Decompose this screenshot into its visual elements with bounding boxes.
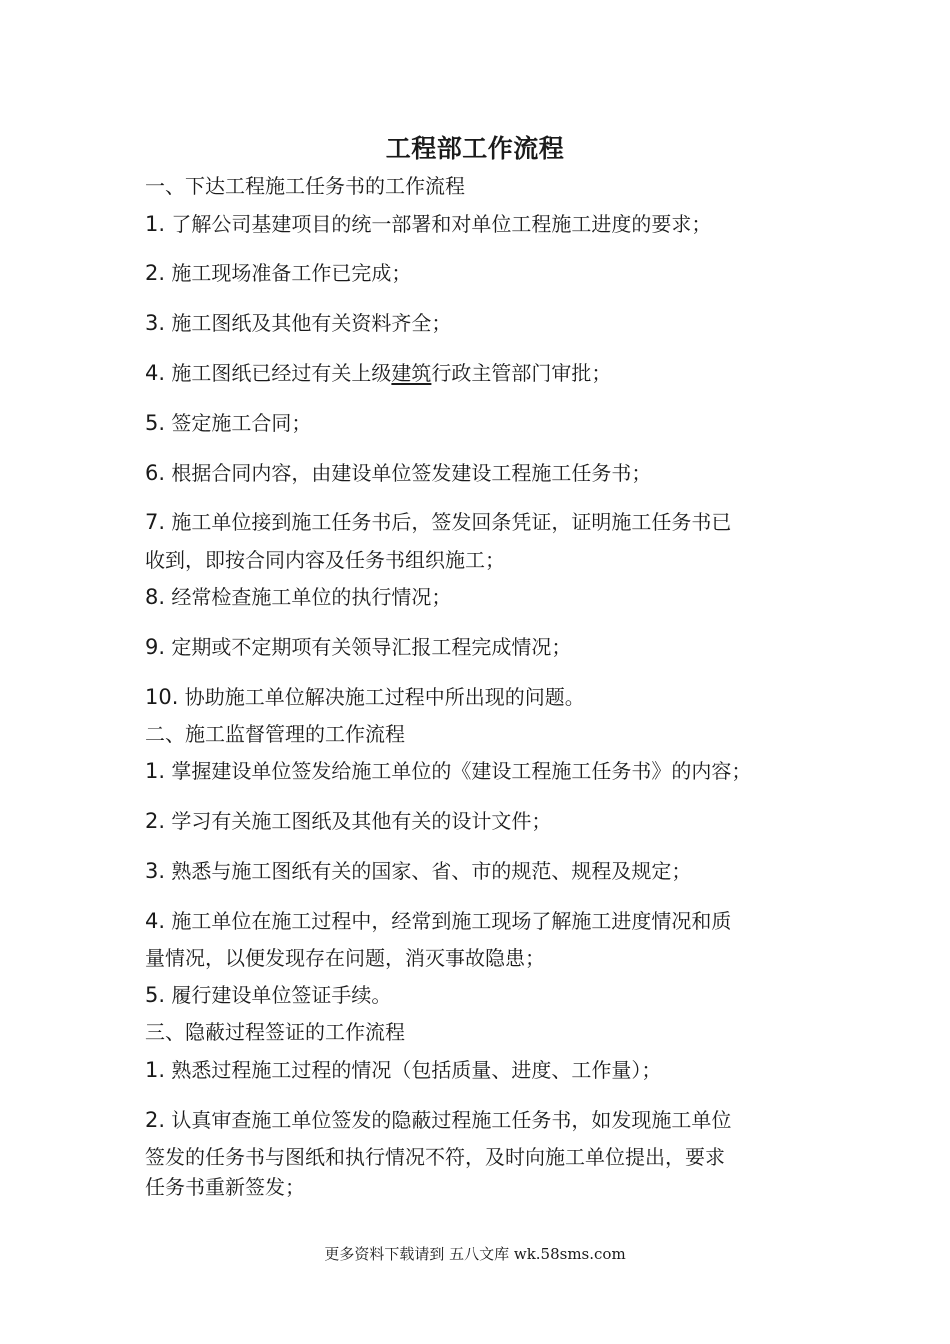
list-item [145, 806, 825, 836]
item-number: 10. [145, 685, 179, 709]
item-number: 1. [145, 1058, 166, 1082]
item-number: 2. [145, 1108, 166, 1132]
item-number: 2. [145, 261, 166, 285]
list-item [145, 209, 825, 239]
list-item [145, 980, 825, 1010]
item-text: 认真审查施工单位签发的隐蔽过程施工任务书，如发现施工单位 [171, 1108, 732, 1132]
item-text: 施工图纸及其他有关资料齐全； [171, 311, 452, 335]
page-footer: 更多资料下载请到 五八文库 wk.58sms.com [324, 1245, 626, 1263]
section-1-heading: 一、下达工程施工任务书的工作流程 [145, 174, 465, 198]
list-item-continuation: 签发的任务书与图纸和执行情况不符，及时向施工单位提出，要求 [145, 1145, 725, 1169]
item-text: 履行建设单位签证手续。 [171, 983, 392, 1007]
item-text: 熟悉与施工图纸有关的国家、省、市的规范、规程及规定； [171, 859, 692, 883]
item-number: 3. [145, 859, 166, 883]
list-item [145, 358, 825, 388]
list-item [145, 856, 825, 886]
item-text: 行政主管部门审批； [431, 361, 612, 385]
item-number: 2. [145, 809, 166, 833]
item-text: 学习有关施工图纸及其他有关的设计文件； [171, 809, 552, 833]
item-text: 了解公司基建项目的统一部署和对单位工程施工进度的要求； [171, 212, 712, 236]
item-number: 5. [145, 411, 166, 435]
item-number: 8. [145, 585, 166, 609]
item-number: 5. [145, 983, 166, 1007]
item-text: 施工单位接到施工任务书后，签发回条凭证，证明施工任务书已 [171, 510, 732, 534]
list-item [145, 258, 825, 288]
item-text: 施工现场准备工作已完成； [171, 261, 412, 285]
item-number: 4. [145, 909, 166, 933]
list-item [145, 682, 825, 712]
list-item [145, 1055, 825, 1085]
item-text: 施工单位在施工过程中，经常到施工现场了解施工进度情况和质 [171, 909, 732, 933]
item-text: 定期或不定期项有关领导汇报工程完成情况； [171, 635, 572, 659]
list-item-continuation: 任务书重新签发； [145, 1175, 305, 1199]
section-2-heading: 二、施工监督管理的工作流程 [145, 722, 405, 746]
item-text: 熟悉过程施工过程的情况（包括质量、进度、工作量）； [171, 1058, 662, 1082]
item-number: 9. [145, 635, 166, 659]
item-number: 6. [145, 461, 166, 485]
list-item [145, 632, 825, 662]
list-item [145, 458, 825, 488]
list-item-continuation: 收到，即按合同内容及任务书组织施工； [145, 548, 505, 572]
list-item-continuation: 量情况，以便发现存在问题，消灭事故隐患； [145, 946, 545, 970]
document-title: 工程部工作流程 [385, 134, 565, 163]
item-number: 3. [145, 311, 166, 335]
item-text-link[interactable]: 建筑 [391, 361, 432, 385]
list-item [145, 906, 825, 936]
item-number: 7. [145, 510, 166, 534]
item-text: 签定施工合同； [171, 411, 312, 435]
item-text: 根据合同内容，由建设单位签发建设工程施工任务书； [171, 461, 652, 485]
item-text: 施工图纸已经过有关上级 [171, 361, 392, 385]
list-item [145, 582, 825, 612]
section-3-heading: 三、隐蔽过程签证的工作流程 [145, 1020, 405, 1044]
list-item [145, 756, 825, 786]
item-number: 4. [145, 361, 166, 385]
list-item [145, 408, 825, 438]
item-text: 掌握建设单位签发给施工单位的《建设工程施工任务书》的内容； [171, 759, 752, 783]
list-item [145, 1105, 825, 1135]
item-number: 1. [145, 212, 166, 236]
item-text: 经常检查施工单位的执行情况； [171, 585, 452, 609]
list-item [145, 308, 825, 338]
item-text: 协助施工单位解决施工过程中所出现的问题。 [184, 685, 585, 709]
item-number: 1. [145, 759, 166, 783]
list-item [145, 507, 825, 537]
